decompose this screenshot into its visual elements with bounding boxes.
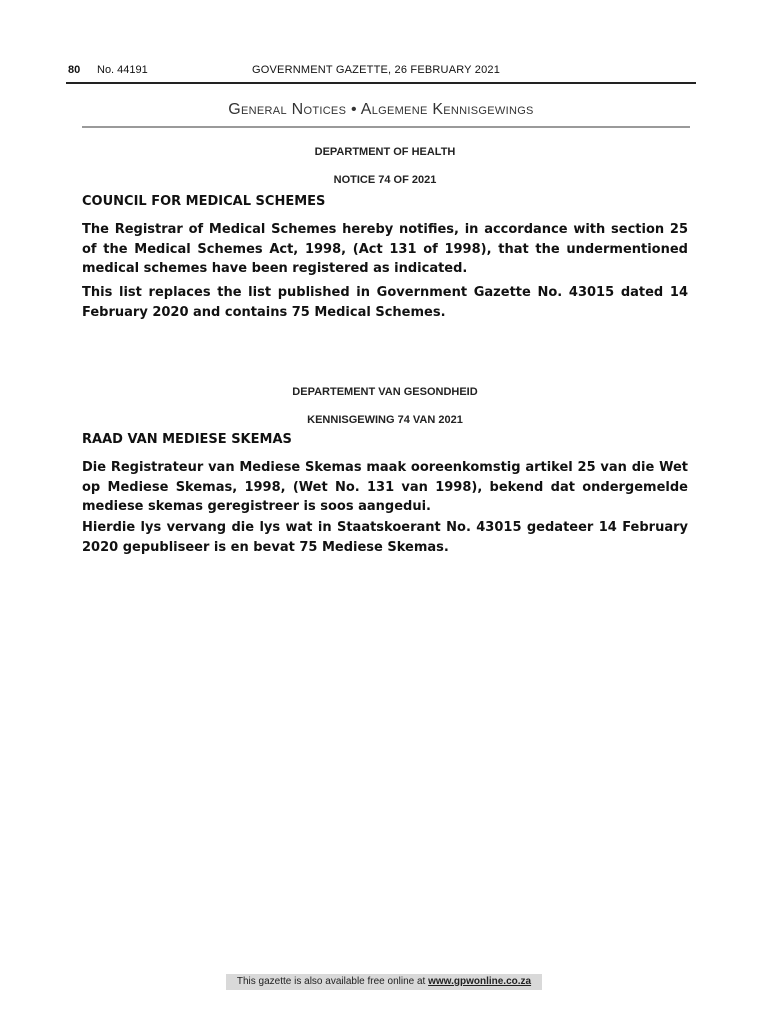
kennisgewing-paragraph-1: Die Registrateur van Mediese Skemas maak ooreenkomstig artikel 25 van die Wet op Mediese Skemas, 1998, (Wet No. 131 van 1998), bekend dat ondergemelde mediese skemas geregistreer is soos aangedui.	[82, 460, 688, 514]
section-title: General Notices • Algemene Kennisgewings	[228, 101, 534, 118]
issue-number: No. 44191	[97, 64, 148, 76]
departement-title: DEPARTEMENT VAN GESONDHEID	[292, 386, 478, 398]
notice-number: NOTICE 74 OF 2021	[333, 174, 437, 186]
notice-paragraph-2: This list replaces the list published in Government Gazette No. 43015 dated 14 February 2020 and contains 75 Medical Schemes.	[82, 285, 688, 320]
footer-link[interactable]: www.gpwonline.co.za	[428, 976, 532, 987]
gazette-title: GOVERNMENT GAZETTE, 26 FEBRUARY 2021	[252, 64, 501, 76]
footer-text: This gazette is also available free online at	[236, 976, 429, 987]
kennisgewing-heading: RAAD VAN MEDIESE SKEMAS	[82, 432, 292, 447]
department-title: DEPARTMENT OF HEALTH	[314, 146, 456, 158]
header-rule	[66, 82, 696, 84]
page-number: 80	[68, 64, 81, 76]
page-header	[68, 64, 696, 80]
section-rule	[82, 126, 690, 128]
notice-heading: COUNCIL FOR MEDICAL SCHEMES	[82, 194, 326, 209]
kennisgewing-paragraph-2: Hierdie lys vervang die lys wat in Staatskoerant No. 43015 gedateer 14 February 2020 gepubliseer is en bevat 75 Mediese Skemas.	[82, 520, 688, 555]
footer-banner	[226, 974, 542, 990]
notice-paragraph-1: The Registrar of Medical Schemes hereby notifies, in accordance with section 25 of the Medical Schemes Act, 1998, (Act 131 of 1998), that the undermentioned medical schemes have been registered as indicated.	[82, 222, 688, 276]
kennisgewing-number: KENNISGEWING 74 VAN 2021	[307, 414, 463, 426]
